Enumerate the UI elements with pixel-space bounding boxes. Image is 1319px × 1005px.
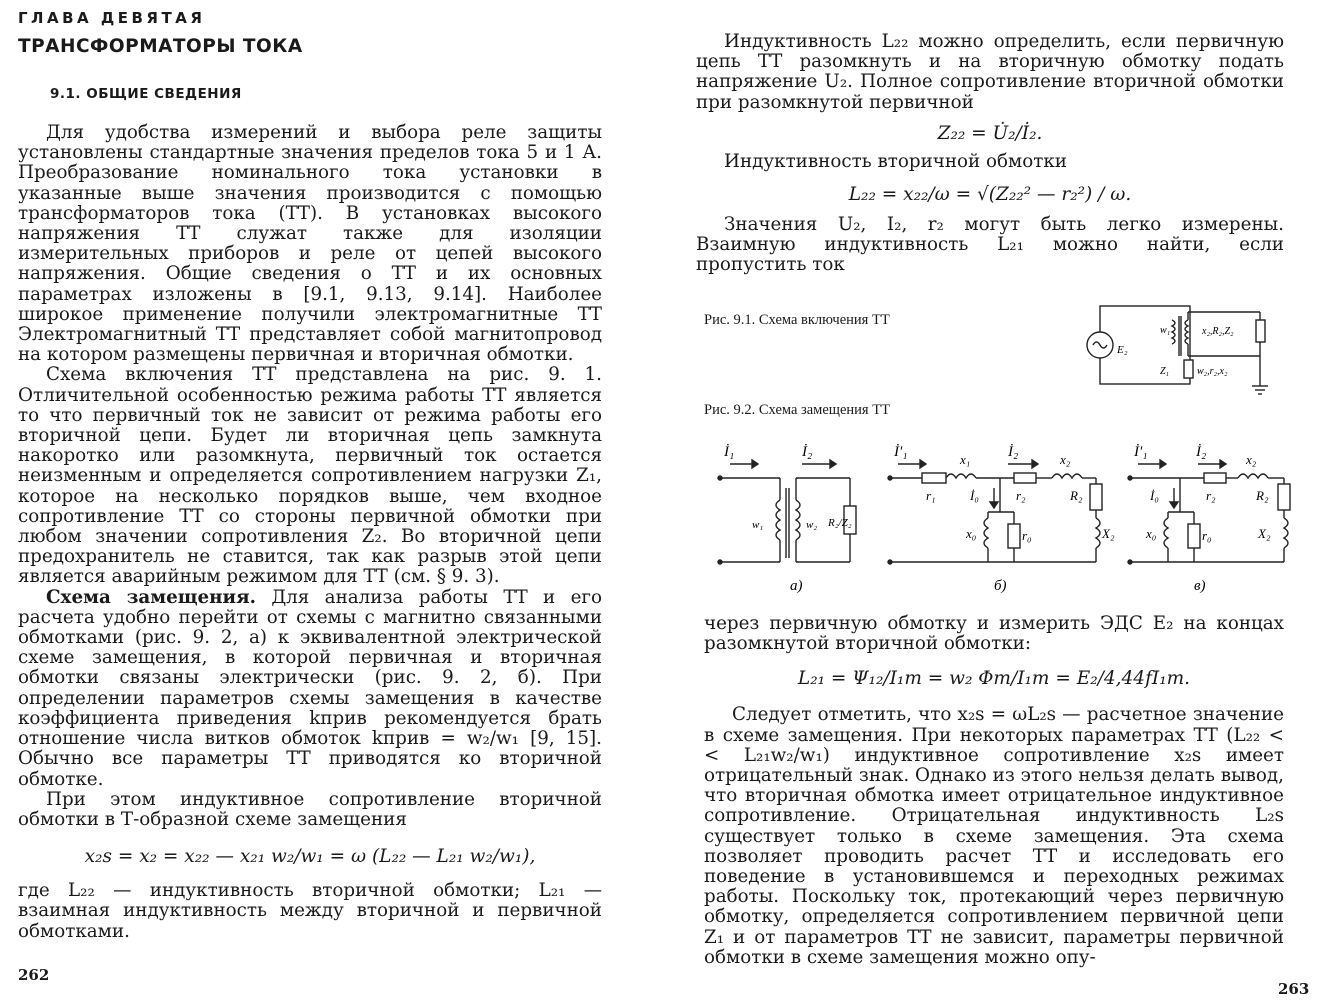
right-body-bottom — [704, 614, 1284, 968]
i2-label: İ₂ — [1008, 444, 1019, 460]
left-page — [0, 0, 640, 1005]
r2-label: r₂ — [1206, 488, 1216, 503]
i1-label: İ₁ — [724, 444, 735, 460]
paragraph: Индуктивность вторичной обмотки — [724, 150, 1067, 172]
subfigure-b: б) — [994, 578, 1007, 594]
i2-label: İ₂ — [802, 444, 813, 460]
page-number: 262 — [18, 966, 50, 984]
x0-label: x₀ — [966, 526, 977, 541]
subfigure-a: а) — [790, 578, 803, 594]
load-label: x₂,R₂,Z₂ — [1202, 326, 1234, 337]
figure-9-2-diagram — [710, 428, 1300, 604]
load-label: R₂/Z₂ — [828, 517, 852, 529]
subfigure-c: в) — [1194, 578, 1206, 594]
x1-label: x₁ — [960, 452, 971, 467]
r0-label: r₀ — [1202, 528, 1212, 543]
paragraph-text: Для анализа работы ТТ и его расчета удобно перейти от схемы с магнитно связанными обмотками (рис. 9. 2, а) к эквивалентной электрической схеме замещения, в которой первичная и вторичная обмотки связаны электрически (рис. 9. 2, б). При определении параметров схемы замещения в качестве коэффициента приведения kприв рекомендуется брать отношение числа витков обмоток kприв = w₂/w₁ [9, 15]. Обычно все параметры ТТ приводятся ко вторичной обмотке. — [18, 586, 603, 790]
paragraph: Следует отметить, что x₂s = ωL₂s — расчетное значение в схеме замещения. При некоторых параметрах ТТ (L₂₂ < < L₂₁w₂/w₁) индуктивное сопротивление x₂s имеет отрицательный знак. Однако из этого нельзя делать вывод, что вторичная обмотка имеет отрицательное индуктивное сопротивление. Отрицательная индуктивность L₂s существует только в схеме замещения. Эта схема позволяет проводить расчет ТТ и исследовать его поведение в установившемся и переходных режимах работы. Поскольку ток, протекающий через первичную обмотку, определяется сопротивлением первичной цепи Z₁ и от параметров ТТ не зависит, параметры первичной обмотки в схеме замещения можно опу- — [704, 704, 1284, 968]
paragraph: Схема включения ТТ представлена на рис. 9. 1. Отличительной особенностью режима работы ТТ является то что первичный ток не зависит от режима работы его вторичной цепи. Будет ли вторичная цепь замкнута накоротко или разомкнута, первичный ток остается неизменным и определяется сопротивлением нагрузки Z₁, которое на несколько порядков выше, чем входное сопротивление ТТ со стороны первичной обмотки при любом значении сопротивления Z₂. Во вторичной цепи предохранитель не ставится, так как разрыв этой цепи является аварийным режимом для ТТ (см. § 9. 3). — [18, 364, 602, 588]
i0-label: İ₀ — [970, 488, 979, 503]
paragraph: через первичную обмотку и измерить ЭДС E₂ на концах разомкнутой вторичной обмотки: — [704, 613, 1284, 655]
left-body — [18, 123, 602, 942]
R2-label: R₂ — [1070, 488, 1083, 503]
figure-caption: Рис. 9.2. Схема замещения ТТ — [704, 402, 890, 418]
right-body-top — [696, 32, 1284, 276]
w2-label: w₂ — [806, 519, 818, 531]
paragraph: Индуктивность L₂₂ можно определить, если первичную цепь ТТ разомкнуть и на вторичную обмотку подать напряжение U₂. Полное сопротивление вторичной обмотки при разомкнутой первичной — [696, 31, 1284, 113]
R2-label: R₂ — [1256, 488, 1269, 503]
term-heading: Схема замещения. — [46, 586, 256, 608]
z1-label: Z₁ — [1160, 366, 1170, 377]
w1-label: w₁ — [1160, 325, 1171, 336]
source-label: E₂ — [1117, 344, 1128, 356]
formula: x₂s = x₂ = x₂₂ — x₂₁ w₂/w₁ = ω (L₂₂ — L₂₁ w₂/w₁), — [84, 846, 536, 868]
i1-prime-label: İ'₁ — [894, 444, 908, 460]
right-page — [660, 0, 1319, 1005]
paragraph: где L₂₂ — индуктивность вторичной обмотки; L₂₁ — взаимная индуктивность между вторичной и первичной обмотками. — [18, 880, 602, 942]
r1-label: r₁ — [926, 488, 936, 503]
formula: L₂₁ = Ψ₁₂/I₁m = w₂ Φm/I₁m = E₂/4,44fI₁m. — [797, 668, 1191, 690]
xc-label: x₂ — [1060, 452, 1071, 467]
X2-label: X₂ — [1102, 526, 1115, 541]
section-title: 9.1. ОБЩИЕ СВЕДЕНИЯ — [50, 86, 242, 102]
x0-label: x₀ — [1146, 526, 1157, 541]
chapter-label: ГЛАВА ДЕВЯТАЯ — [18, 9, 206, 27]
page-number: 263 — [1278, 980, 1310, 998]
xc-label: x₂ — [1246, 452, 1257, 467]
w1-label: w₁ — [752, 519, 764, 531]
winding-label: w₂,r₂,x₂ — [1197, 366, 1228, 377]
figure-caption: Рис. 9.1. Схема включения ТТ — [704, 312, 890, 328]
r2-label: r₂ — [1016, 488, 1026, 503]
paragraph: Для удобства измерений и выбора реле защиты установлены стандартные значения пределов тока 5 и 1 А. Преобразование номинального тока установки в указанные выше значения производится с помощью трансформаторов тока (ТТ). В установках высокого напряжения ТТ служат также для изоляции измерительных приборов и реле от цепей высокого напряжения. Общие сведения о ТТ и их основных параметрах изложены в [9.1, 9.13, 9.14]. Наиболее широкое применение получили электромагнитные ТТ Электромагнитный ТТ представляет собой магнитопровод на котором размещены первичная и вторичная обмотки. — [18, 122, 602, 366]
formula: L₂₂ = x₂₂/ω = √(Z₂₂² — r₂²) / ω. — [848, 184, 1132, 206]
i2-label: İ₂ — [1196, 444, 1207, 460]
i1-prime-label: İ'₁ — [1134, 444, 1148, 460]
paragraph: Значения U₂, I₂, r₂ могут быть легко измерены. Взаимную индуктивность L₂₁ можно найти, если пропустить ток — [696, 214, 1284, 276]
paragraph — [18, 588, 602, 790]
r0-label: r₀ — [1022, 528, 1032, 543]
i0-label: İ₀ — [1150, 488, 1159, 503]
paragraph: При этом индуктивное сопротивление вторичной обмотки в Т-образной схеме замещения — [18, 788, 602, 830]
X2-label: X₂ — [1258, 526, 1271, 541]
formula: Z₂₂ = U̇₂/İ₂. — [937, 122, 1043, 144]
figure-9-1-diagram — [1080, 298, 1295, 398]
chapter-title: ТРАНСФОРМАТОРЫ ТОКА — [18, 36, 303, 57]
